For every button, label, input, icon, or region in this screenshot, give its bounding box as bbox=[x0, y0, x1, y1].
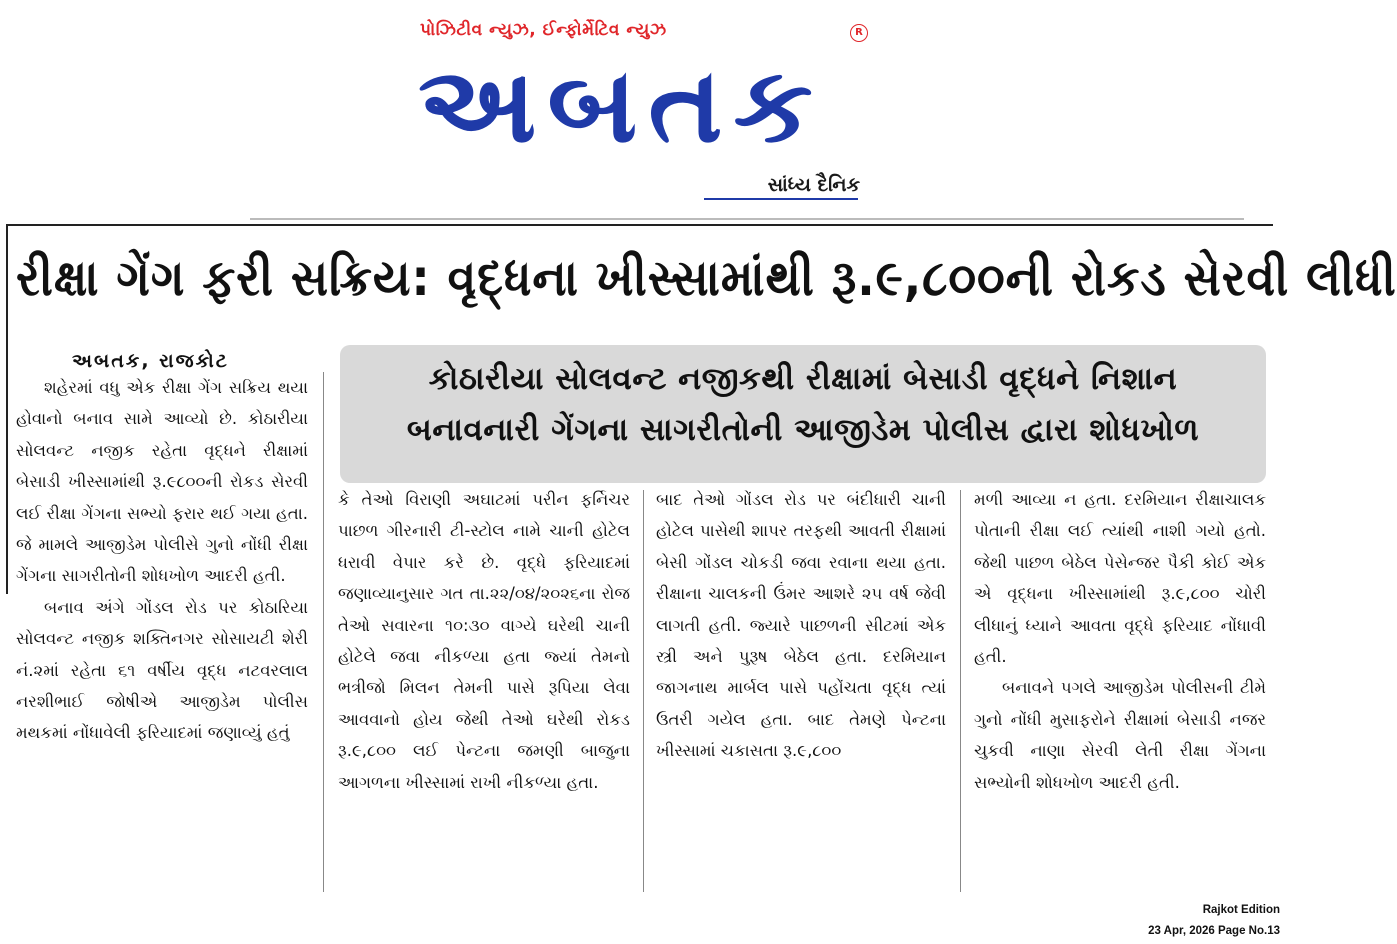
edition-info bbox=[1100, 900, 1280, 942]
masthead-logo: અબતક bbox=[418, 44, 824, 166]
column-4-paragraph-2: બનાવને પગલે આજીડેમ પોલીસની ટીમે ગુનો નોંધી મુસાફરોને રીક્ષામાં બેસાડી નજર ચુકવી નાણા સેરવી લેતી રીક્ષા ગેંગના સભ્યોની શોધખોળ આદરી હતી. bbox=[974, 678, 1266, 792]
edition-date-page: 23 Apr, 2026 Page No.13 bbox=[1148, 925, 1280, 937]
article-headline: રીક્ષા ગેંગ ફરી સક્રિય: વૃદ્ધના ખીસ્સામાંથી રૂ.૯,૮૦૦ની રોકડ સેરવી લીધી bbox=[16, 249, 1397, 307]
masthead-tagline: પોઝિટીવ ન્યુઝ, ઈન્ફોર્મેટિવ ન્યુઝ bbox=[420, 20, 667, 40]
article-dateline: અબતક, રાજકોટ bbox=[72, 350, 229, 372]
registered-mark-icon: R bbox=[850, 24, 868, 42]
article-column-2 bbox=[338, 484, 630, 798]
masthead-underline bbox=[704, 198, 858, 200]
deck-line-2: બનાવનારી ગેંગના સાગરીતોની આજીડેમ પોલીસ દ્વારા શોધખોળ bbox=[406, 412, 1200, 448]
column-4-paragraph-1: મળી આવ્યા ન હતા. દરમિયાન રીક્ષાચાલક પોતાની રીક્ષા લઈ ત્યાંથી નાશી ગયો હતો. જેથી પાછળ બેઠેલ પેસેન્જર પૈકી કોઈ એક એ વૃદ્ધના ખીસ્સામાંથી રૂ.૯,૮૦૦ ચોરી લીધાનું ધ્યાને આવતા વૃદ્ધે ફરિયાદ નોંધાવી હતી. bbox=[974, 490, 1266, 667]
deck-line-1: કોઠારીયા સોલવન્ટ નજીકથી રીક્ષામાં બેસાડી વૃદ્ધને નિશાન bbox=[428, 361, 1178, 397]
column-divider-1 bbox=[323, 372, 324, 892]
header-divider bbox=[250, 218, 1244, 220]
column-divider-2 bbox=[643, 490, 644, 892]
article-column-1 bbox=[16, 372, 308, 749]
column-1-paragraph-1: શહેરમાં વધુ એક રીક્ષા ગેંગ સક્રિય થયા હોવાનો બનાવ સામે આવ્યો છે. કોઠારીયા સોલવન્ટ નજીક રહેતા વૃદ્ધને રીક્ષામાં બેસાડી ખીસ્સામાંથી રૂ.૯૮૦૦ની રોકડ સેરવી લઈ રીક્ષા ગેંગના સભ્યો ફરાર થઈ ગયા હતા. જે મામલે આજીડેમ પોલીસે ગુનો નોંધી રીક્ષા ગેંગના સાગરીતોની શોધખોળ આદરી હતી. bbox=[16, 378, 308, 586]
article-column-4 bbox=[974, 484, 1266, 798]
column-1-paragraph-2: બનાવ અંગે ગોંડલ રોડ પર કોઠારિયા સોલવન્ટ નજીક શક્તિનગર સોસાયટી શેરી નં.૨માં રહેતા ૬૧ વર્ષીય વૃદ્ધ નટવરલાલ નરશીભાઈ જોષીએ આજીડેમ પોલીસ મથકમાં નોંધાવેલી ફરિયાદમાં જણાવ્યું હતું bbox=[16, 597, 308, 743]
masthead-subtitle: સાંધ્ય દૈનિક bbox=[767, 174, 860, 196]
article-column-3 bbox=[656, 484, 946, 767]
column-divider-3 bbox=[960, 490, 961, 892]
article-deck bbox=[340, 345, 1266, 483]
column-2-paragraph: કે તેઓ વિરાણી અઘાટમાં પરીન ફર્નિચર પાછળ ગીરનારી ટી-સ્ટોલ નામે ચાની હોટેલ ધરાવી વેપાર કરે છે. વૃદ્ધે ફરિયાદમાં જણાવ્યાનુસાર ગત તા.૨૨/૦૪/૨૦૨૬ના રોજ તેઓ સવારના ૧૦:૩૦ વાગ્યે ઘરેથી ચાની હોટેલે જવા નીકળ્યા હતા જ્યાં તેમનો ભત્રીજો મિલન તેમની પાસે રૂપિયા લેવા આવવાનો હોય જેથી તેઓ ઘરેથી રોકડ રૂ.૯,૮૦૦ લઈ પેન્ટના જમણી બાજુના આગળના ખીસ્સામાં રાખી નીકળ્યા હતા. bbox=[338, 490, 630, 792]
column-3-paragraph: બાદ તેઓ ગોંડલ રોડ પર બંદીધારી ચાની હોટેલ પાસેથી શાપર તરફથી આવતી રીક્ષામાં બેસી ગોંડલ ચોકડી જવા રવાના થયા હતા. રીક્ષાના ચાલકની ઉંમર આશરે ૨૫ વર્ષ જેવી લાગતી હતી. જ્યારે પાછળની સીટમાં એક સ્ત્રી અને પુરૂષ બેઠેલ હતા. દરમિયાન જાગનાથ માર્બલ પાસે પહોંચતા વૃદ્ધ ત્યાં ઉતરી ગયેલ હતા. બાદ તેમણે પેન્ટના ખીસ્સામાં ચકાસતા રૂ.૯,૮૦૦ bbox=[656, 490, 946, 761]
edition-name: Rajkot Edition bbox=[1202, 904, 1280, 916]
